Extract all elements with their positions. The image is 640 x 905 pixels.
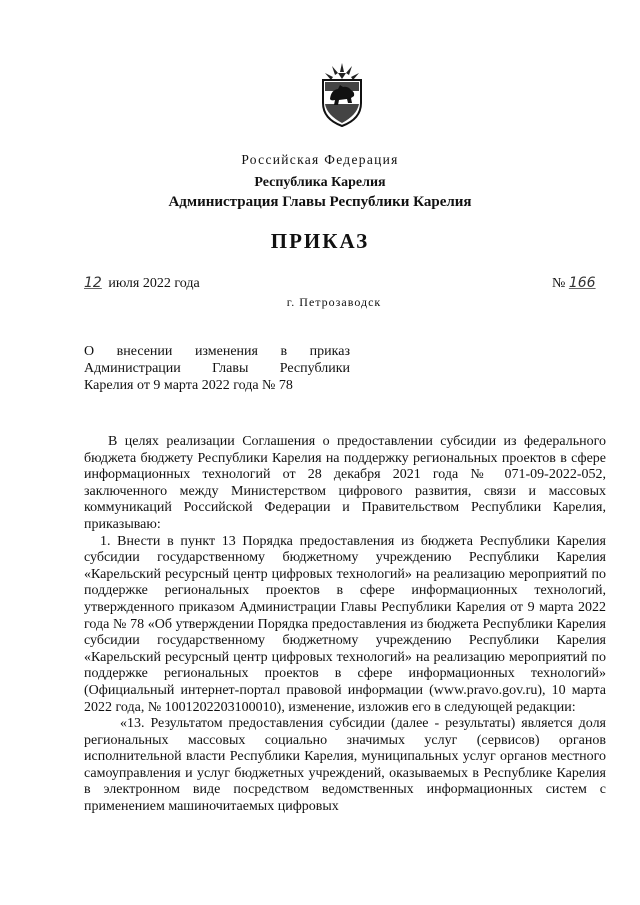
- document-date: [84, 275, 200, 292]
- document-body: [84, 434, 606, 816]
- city-name: г. Петрозаводск: [286, 295, 382, 309]
- date-text: июля 2022 года: [108, 276, 200, 291]
- number-prefix: №: [552, 276, 566, 291]
- item-1-paragraph: 1. Внести в пункт 13 Порядка предоставления из бюджета Республики Карелия субсидии государственному бюджетному учреждению Республики Карелия «Карельский ресурсный центр цифровых технологий» на реализацию мероприятий по поддержке региональных проектов в сфере информационных технологий, утвержденного приказом Администрации Главы Республики Карелия от 9 марта 2022 года № 78 «Об утверждении Порядка предоставления из бюджета Республики Карелия субсидии государственному бюджетному учреждению Республики Карелия «Карельский ресурсный центр цифровых технологий» на реализацию мероприятий по поддержке региональных проектов в сфере информационных технологий» (Официальный интернет-портал правовой информации (www.pravo.gov.ru), 10 марта 2022 года, № 1001202203100010), изменение, изложив его в следующей редакции:: [84, 533, 606, 715]
- handwritten-day: 12: [84, 275, 102, 291]
- republic-title: Республика Карелия: [254, 175, 386, 190]
- preamble-paragraph: В целях реализации Соглашения о предоставлении субсидии из федерального бюджета бюджету Республики Карелия на поддержку региональных проектов в сфере информационных технологий от 28 декабря 2021 года № 071-09-2022-052, заключенного между Министерством цифрового развития, связи и массовых коммуникаций Российской Федерации и Правительством Республики Карелия, приказываю:: [84, 434, 606, 532]
- subject-line: О внесении изменения в приказ: [84, 344, 350, 359]
- coat-of-arms-emblem: [318, 63, 366, 127]
- document-number: [552, 275, 596, 292]
- administration-title: Администрация Главы Республики Карелия: [168, 194, 472, 210]
- subject-line: Карелия от 9 марта 2022 года № 78: [84, 378, 293, 393]
- subject-line: Администрации Главы Республики: [84, 361, 350, 376]
- handwritten-number: 166: [568, 275, 596, 291]
- federation-title: Российская Федерация: [241, 152, 399, 167]
- item-13-paragraph: «13. Результатом предоставления субсидии (далее - результаты) является доля региональных массовых социально значимых услуг (сервисов) органов исполнительной власти Республики Карелия, муниципальных услуг органов местного самоуправления и услуг бюджетных учреждений, оказываемых в Республике Карелия в электронном виде посредством ведомственных информационных систем с применением машиночитаемых цифровых: [84, 716, 606, 815]
- document-subject: [84, 343, 350, 394]
- document-type-title: ПРИКАЗ: [270, 229, 370, 253]
